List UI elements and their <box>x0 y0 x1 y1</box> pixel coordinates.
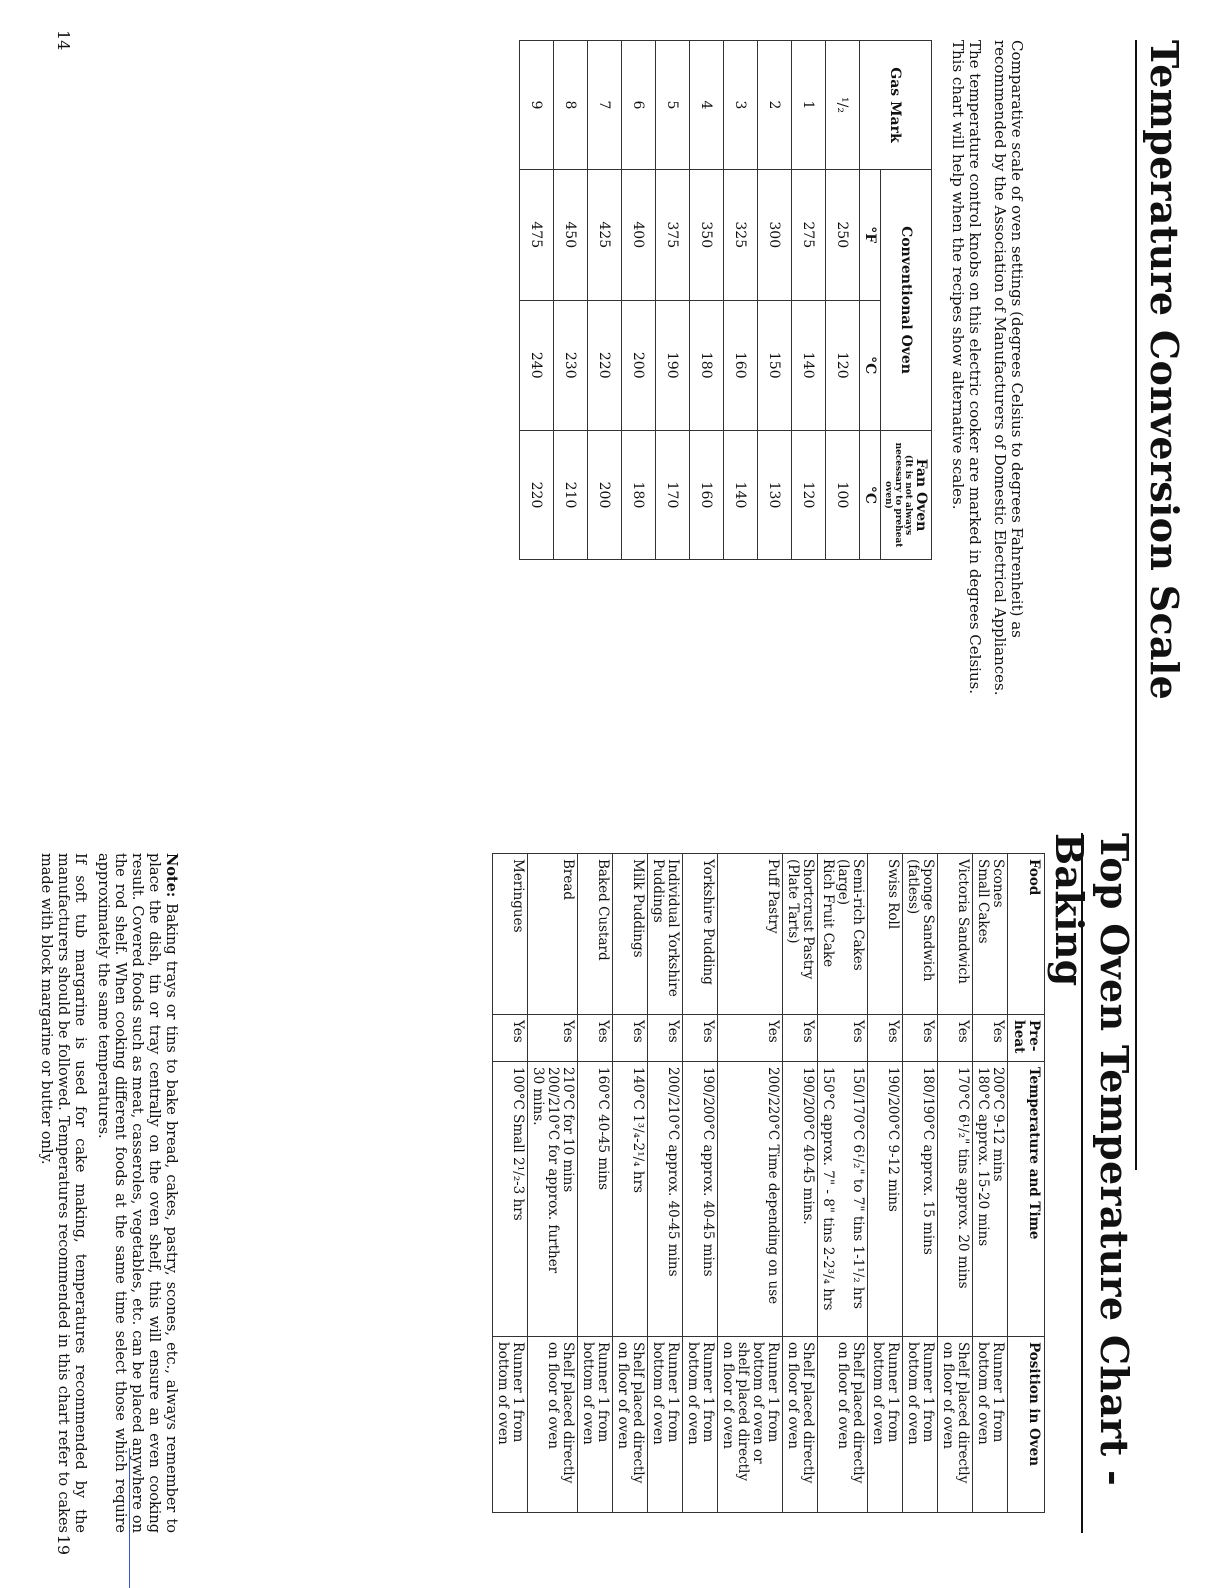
food-cell: Semi-rich Cakes (large) Rich Fruit Cake <box>818 854 868 1015</box>
gas-mark-cell: 7 <box>588 41 622 170</box>
header-preheat: Pre-heat <box>1008 1015 1045 1062</box>
celsius-cell: 160 <box>724 300 758 431</box>
preheat-cell: Yes <box>528 1015 578 1062</box>
fan-celsius-cell: 170 <box>656 431 690 560</box>
fahrenheit-cell: 325 <box>724 170 758 301</box>
margarine-paragraph: If soft tub margarine is used for cake making, temperatures recommended by the manufacturers should be followed. Temperatures recommended in this chart refer to cakes made with block margarine or butter only. <box>38 853 88 1533</box>
celsius-cell: 220 <box>588 300 622 431</box>
temperature-time-cell: 160°C 40-45 mins <box>578 1062 613 1337</box>
conversion-row <box>690 41 724 560</box>
preheat-cell: Yes <box>783 1015 818 1062</box>
fan-oven-label: Fan Oven <box>913 458 929 532</box>
food-cell: Sponge Sandwich (fatless) <box>903 854 938 1015</box>
position-cell: Runner 1 from bottom of oven <box>903 1337 938 1513</box>
fan-celsius-cell: 180 <box>622 431 656 560</box>
conversion-table <box>519 40 932 560</box>
baking-row <box>613 854 648 1513</box>
temperature-time-cell: 140°C 1³/₄-2¹/₄ hrs <box>613 1062 648 1337</box>
preheat-cell: Yes <box>973 1015 1008 1062</box>
position-cell: Runner 1 from bottom of oven <box>578 1337 613 1513</box>
food-cell: Victoria Sandwich <box>938 854 973 1015</box>
baking-row <box>683 854 718 1513</box>
baking-chart-table <box>492 853 1045 1513</box>
fahrenheit-cell: 425 <box>588 170 622 301</box>
header-food: Food <box>1008 854 1045 1015</box>
celsius-cell: 200 <box>622 300 656 431</box>
gas-mark-cell: 1 <box>792 41 826 170</box>
preheat-cell: Yes <box>903 1015 938 1062</box>
temperature-time-cell: 200/220°C Time depending on use <box>718 1062 783 1337</box>
food-cell: Meringues <box>493 854 528 1015</box>
subheader-fan-celsius: °C <box>860 431 881 560</box>
temperature-time-cell: 150/170°C 6¹/₂" to 7" tins 1-1¹/₂ hrs 150°C approx. 7" - 8" tins 2-2³/₄ hrs <box>818 1062 868 1337</box>
position-cell: Shelf placed directly on floor of oven <box>818 1337 868 1513</box>
conversion-row <box>622 41 656 560</box>
conversion-table-body <box>520 41 860 560</box>
preheat-cell: Yes <box>718 1015 783 1062</box>
position-cell: Runner 1 from bottom of oven <box>648 1337 683 1513</box>
gas-mark-cell: ¹/₂ <box>826 41 860 170</box>
celsius-cell: 120 <box>826 300 860 431</box>
position-cell: Runner 1 from bottom of oven or shelf placed directly on floor of oven <box>718 1337 783 1513</box>
subheader-celsius: °C <box>860 300 881 431</box>
fan-celsius-cell: 100 <box>826 431 860 560</box>
preheat-cell: Yes <box>868 1015 903 1062</box>
celsius-cell: 140 <box>792 300 826 431</box>
gas-mark-cell: 8 <box>554 41 588 170</box>
page-title: Temperature Conversion Scale <box>1142 40 1187 701</box>
page-number: 14 <box>54 30 73 51</box>
baking-row <box>818 854 868 1513</box>
position-cell: Runner 1 from bottom of oven <box>868 1337 903 1513</box>
preheat-cell: Yes <box>648 1015 683 1062</box>
food-cell: Baked Custard <box>578 854 613 1015</box>
baking-table-body <box>493 854 1008 1513</box>
conversion-row <box>826 41 860 560</box>
scan-artifact-line <box>129 1448 130 1588</box>
fahrenheit-cell: 300 <box>758 170 792 301</box>
gas-mark-cell: 4 <box>690 41 724 170</box>
conversion-row <box>724 41 758 560</box>
fan-celsius-cell: 210 <box>554 431 588 560</box>
baking-row <box>648 854 683 1513</box>
fan-celsius-cell: 200 <box>588 431 622 560</box>
food-cell: Bread <box>528 854 578 1015</box>
baking-row <box>493 854 528 1513</box>
fahrenheit-cell: 400 <box>622 170 656 301</box>
notes-section <box>31 853 180 1533</box>
gas-mark-cell: 6 <box>622 41 656 170</box>
conversion-row <box>554 41 588 560</box>
baking-row <box>973 854 1008 1513</box>
intro-paragraph: The temperature control knobs on this electric cooker are marked in degrees Celsius. This chart will help when the recipes show alternative scales. <box>949 40 984 695</box>
baking-row <box>938 854 973 1513</box>
position-cell: Shelf placed directly on floor of oven <box>613 1337 648 1513</box>
fan-celsius-cell: 120 <box>792 431 826 560</box>
fan-celsius-cell: 130 <box>758 431 792 560</box>
page-title: Top Oven Temperature Chart - Baking <box>1047 833 1137 1487</box>
conversion-row <box>588 41 622 560</box>
page-14 <box>0 0 1225 792</box>
preheat-cell: Yes <box>578 1015 613 1062</box>
gas-mark-cell: 2 <box>758 41 792 170</box>
header-conventional-oven: Conventional Oven <box>881 170 932 431</box>
celsius-cell: 150 <box>758 300 792 431</box>
intro-text <box>941 40 1025 710</box>
fahrenheit-cell: 375 <box>656 170 690 301</box>
food-cell: Shortcrust Pastry (Plate Tarts) <box>783 854 818 1015</box>
fan-celsius-cell: 160 <box>690 431 724 560</box>
preheat-cell: Yes <box>683 1015 718 1062</box>
position-cell: Runner 1 from bottom of oven <box>493 1337 528 1513</box>
baking-row <box>868 854 903 1513</box>
baking-row <box>718 854 783 1513</box>
title-rule <box>1081 833 1083 1533</box>
page-number: 19 <box>54 1534 73 1555</box>
gas-mark-cell: 5 <box>656 41 690 170</box>
temperature-time-cell: 170°C 6¹/₂" tins approx. 20 mins <box>938 1062 973 1337</box>
food-cell: Puff Pastry <box>718 854 783 1015</box>
fan-celsius-cell: 140 <box>724 431 758 560</box>
celsius-cell: 230 <box>554 300 588 431</box>
fahrenheit-cell: 350 <box>690 170 724 301</box>
note-text: Baking trays or tins to bake bread, cakes, pastry, scones, etc., always remember to place the dish, tin or tray centrally on the oven shelf, this will ensure an even cooking result. Covered foods such as meat, casseroles, vegetables, etc. can be placed anywhere on the rod shelf. When cooking different foods at the same time select those which require approximately the same temperatures. <box>95 853 179 1534</box>
gas-mark-cell: 9 <box>520 41 554 170</box>
conversion-row <box>758 41 792 560</box>
conversion-row <box>656 41 690 560</box>
intro-paragraph: Comparative scale of oven settings (degrees Celsius to degrees Fahrenheit) as recommended by the Association of Manufacturers of Domestic Electrical Appliances. <box>991 40 1026 696</box>
baking-row <box>578 854 613 1513</box>
conversion-row <box>792 41 826 560</box>
temperature-time-cell: 190/200°C 9-12 mins <box>868 1062 903 1337</box>
food-cell: Yorkshire Pudding <box>683 854 718 1015</box>
celsius-cell: 180 <box>690 300 724 431</box>
position-cell: Runner 1 from bottom of oven <box>683 1337 718 1513</box>
temperature-time-cell: 190/200°C approx. 40-45 mins <box>683 1062 718 1337</box>
baking-row <box>528 854 578 1513</box>
position-cell: Shelf placed directly on floor of oven <box>528 1337 578 1513</box>
header-fan-oven <box>881 431 932 560</box>
header-position: Position in Oven <box>1008 1337 1045 1513</box>
baking-row <box>783 854 818 1513</box>
temperature-time-cell: 200°C 9-12 mins 180°C approx. 15-20 mins <box>973 1062 1008 1337</box>
position-cell: Shelf placed directly on floor of oven <box>783 1337 818 1513</box>
temperature-time-cell: 200/210°C approx. 40-45 mins <box>648 1062 683 1337</box>
food-cell: Milk Puddings <box>613 854 648 1015</box>
fahrenheit-cell: 275 <box>792 170 826 301</box>
subheader-fahrenheit: °F <box>860 170 881 301</box>
fahrenheit-cell: 475 <box>520 170 554 301</box>
food-cell: Scones Small Cakes <box>973 854 1008 1015</box>
temperature-time-cell: 180/190°C approx. 15 mins <box>903 1062 938 1337</box>
celsius-cell: 240 <box>520 300 554 431</box>
note-paragraph <box>94 853 180 1533</box>
fan-oven-note: (It is not always necessary to preheat oven) <box>883 442 913 548</box>
fahrenheit-cell: 450 <box>554 170 588 301</box>
position-cell: Runner 1 from bottom of oven <box>973 1337 1008 1513</box>
fan-celsius-cell: 220 <box>520 431 554 560</box>
gas-mark-cell: 3 <box>724 41 758 170</box>
celsius-cell: 190 <box>656 300 690 431</box>
temperature-time-cell: 100°C Small 2¹/₂-3 hrs <box>493 1062 528 1337</box>
preheat-cell: Yes <box>818 1015 868 1062</box>
temperature-time-cell: 190/200°C 40-45 mins. <box>783 1062 818 1337</box>
conversion-row <box>520 41 554 560</box>
preheat-cell: Yes <box>613 1015 648 1062</box>
food-cell: Individual Yorkshire Puddings <box>648 854 683 1015</box>
note-label: Note: <box>163 853 180 898</box>
header-temperature-time: Temperature and Time <box>1008 1062 1045 1337</box>
preheat-cell: Yes <box>493 1015 528 1062</box>
fahrenheit-cell: 250 <box>826 170 860 301</box>
baking-row <box>903 854 938 1513</box>
header-gas-mark: Gas Mark <box>860 41 932 170</box>
position-cell: Shelf placed directly on floor of oven <box>938 1337 973 1513</box>
temperature-time-cell: 210°C for 10 mins 200/210°C for approx. further 30 mins. <box>528 1062 578 1337</box>
food-cell: Swiss Roll <box>868 854 903 1015</box>
page-19 <box>0 793 1225 1585</box>
preheat-cell: Yes <box>938 1015 973 1062</box>
